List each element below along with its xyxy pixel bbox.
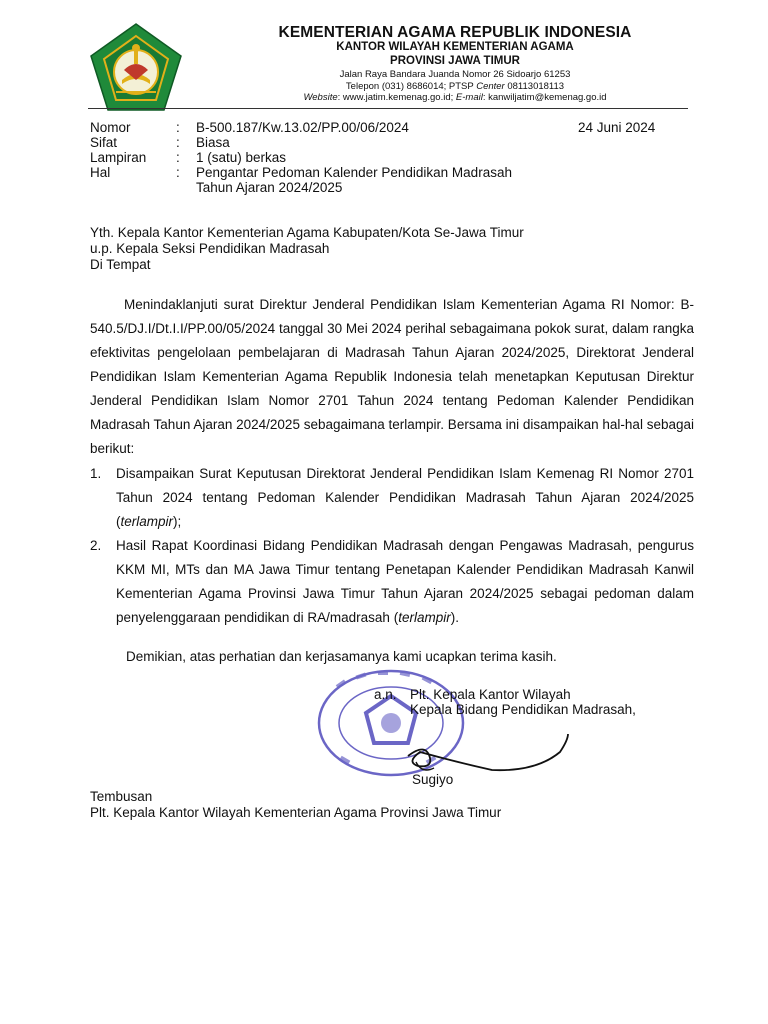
office-phone: Telepon (031) 8686014; PTSP Center 08113018113 — [345, 81, 565, 92]
closing-sentence: Demikian, atas perhatian dan kerjasamanya kami ucapkan terima kasih. — [126, 649, 557, 664]
province-name: PROVINSI JAWA TIMUR — [390, 55, 520, 67]
body-paragraph: Menindaklanjuti surat Direktur Jenderal Pendidikan Islam Kementerian Agama RI Nomor: B-540.5/DJ.I/Dt.I.I/PP.00/05/2024 tanggal 30 Mei 2024 perihal sebagaimana pokok surat, dalam rangka efektivitas pengelolaan pembelajaran di Madrasah Tahun Ajaran 2024/2025, Direktorat Jenderal Pendidikan Islam Kementerian Agama Republik Indonesia telah menetapkan Keputusan Direktur Jenderal Pendidikan Islam Nomor 2701 Tahun 2024 tentang Pedoman Kalender Pendidikan Madrasah Tahun Ajaran 2024/2025 sebagaimana terlampir. Bersama ini disampaikan hal-hal sebagai berikut: — [90, 297, 694, 456]
letter-date: 24 Juni 2024 — [578, 120, 656, 135]
meta-row-hal-cont: Tahun Ajaran 2024/2025 — [196, 180, 343, 195]
tembusan-line-1: Plt. Kepala Kantor Wilayah Kementerian Agama Provinsi Jawa Timur — [90, 805, 502, 820]
meta-row-lampiran: Lampiran : 1 (satu) berkas — [90, 150, 287, 165]
addressee — [90, 225, 524, 273]
letter-meta — [90, 120, 576, 195]
office-contact: Website: www.jatim.kemenag.go.id; E-mail: kanwiljatim@kemenag.go.id — [303, 92, 607, 103]
addressee-line-1: Yth. Kepala Kantor Kementerian Agama Kabupaten/Kota Se-Jawa Timur — [90, 225, 524, 240]
office-name: KANTOR WILAYAH KEMENTERIAN AGAMA — [336, 41, 574, 53]
meta-row-sifat: Sifat : Biasa — [90, 135, 230, 150]
meta-row-nomor: Nomor : B-500.187/Kw.13.02/PP.00/06/2024 — [90, 120, 409, 135]
kemenag-logo — [88, 22, 184, 114]
list-item: 1. Disampaikan Surat Keputusan Direktorat Jenderal Pendidikan Islam Kemenag RI Nomor 2701 Tahun 2024 tentang Pedoman Kalender Pendidikan Madrasah Tahun Ajaran 2024/2025 (terlampir); — [90, 466, 694, 529]
meta-row-hal: Hal : Pengantar Pedoman Kalender Pendidikan Madrasah — [90, 165, 512, 180]
letterhead-divider — [88, 108, 688, 109]
addressee-line-2: u.p. Kepala Seksi Pendidikan Madrasah — [90, 241, 330, 256]
signature-block — [374, 687, 636, 717]
signatory-name: Sugiyo — [412, 772, 454, 787]
tembusan-heading: Tembusan — [90, 789, 153, 804]
list-item: 2. Hasil Rapat Koordinasi Bidang Pendidikan Madrasah dengan Pengawas Madrasah, pengurus KKM MI, MTs dan MA Jawa Timur tentang Penetapan Kalender Pendidikan Madrasah Kanwil Kementerian Agama Provinsi Jawa Timur Tahun Ajaran 2024/2025 sebagai pedoman dalam penyelenggaraan pendidikan di RA/madrasah (terlampir). — [90, 538, 694, 625]
tembusan — [90, 789, 501, 821]
ministry-name: KEMENTERIAN AGAMA REPUBLIK INDONESIA — [278, 24, 632, 41]
body-list — [90, 462, 694, 630]
signatory-title-2: Kepala Bidang Pendidikan Madrasah, — [410, 702, 636, 717]
addressee-line-3: Di Tempat — [90, 257, 151, 272]
an-label: a.n. — [374, 687, 397, 702]
signatory-title-1: Plt. Kepala Kantor Wilayah — [410, 687, 571, 702]
office-address: Jalan Raya Bandara Juanda Nomor 26 Sidoarjo 61253 — [339, 69, 571, 80]
